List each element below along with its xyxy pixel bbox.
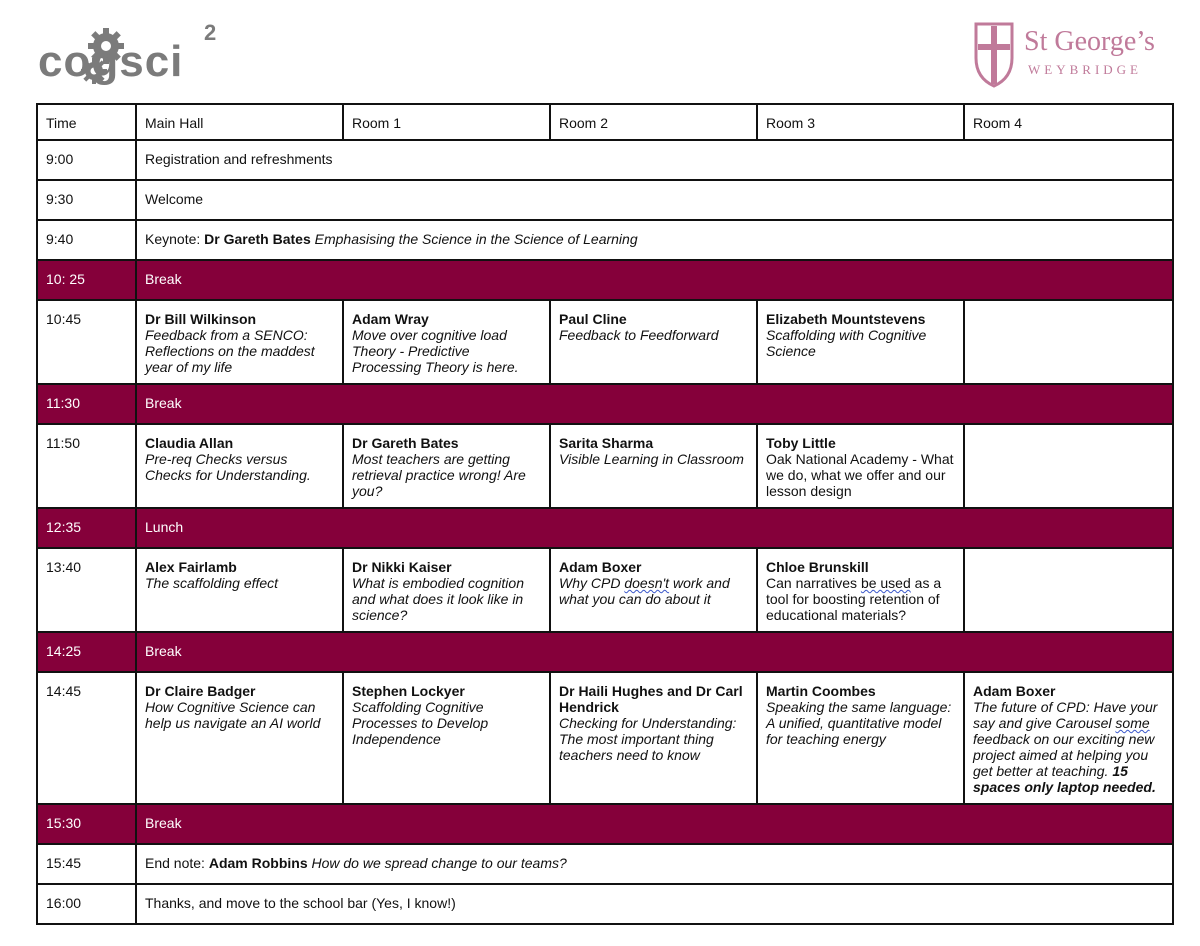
spellcheck-word: some (1115, 715, 1150, 731)
welcome-cell: Welcome (136, 180, 1173, 220)
speaker-name: Dr Nikki Kaiser (352, 559, 452, 575)
speaker-name: Adam Wray (352, 311, 429, 327)
session-title: Oak National Academy - What we do, what we offer and our lesson design (766, 451, 954, 499)
session-cell-room-3 (757, 300, 964, 384)
session-cell-room-4-empty (964, 548, 1173, 632)
session-title: Move over cognitive load Theory - Predictive Processing Theory is here. (352, 327, 519, 375)
session-title-part: Why CPD (559, 575, 625, 591)
session-title: Visible Learning in Classroom (559, 451, 744, 467)
registration-cell: Registration and refreshments (136, 140, 1173, 180)
time-cell: 16:00 (37, 884, 136, 924)
session-cell-main-hall (136, 424, 343, 508)
speaker-name: Dr Bill Wilkinson (145, 311, 257, 327)
cogsci-logo-superscript: 2 (204, 20, 217, 45)
break-label: Break (136, 384, 1173, 424)
session-title-part: The future of CPD: Have your say and give Carousel (973, 699, 1158, 731)
session-title: Checking for Understanding: The most important thing teachers need to know (559, 715, 737, 763)
schedule-row-1600 (37, 884, 1173, 924)
session-cell-room-1 (343, 548, 550, 632)
schedule-row-0900 (37, 140, 1173, 180)
schedule-row-1340 (37, 548, 1173, 632)
schedule-row-1545 (37, 844, 1173, 884)
time-cell: 11:30 (37, 384, 136, 424)
keynote-prefix: Keynote: (145, 231, 205, 247)
column-header-room-3: Room 3 (757, 104, 964, 140)
session-cell-room-1 (343, 672, 550, 804)
session-title (559, 575, 748, 607)
column-header-main-hall: Main Hall (136, 104, 343, 140)
lunch-row-1235 (37, 508, 1173, 548)
st-georges-title: St George’s (1024, 26, 1155, 57)
speaker-name: Alex Fairlamb (145, 559, 237, 575)
speaker-name: Claudia Allan (145, 435, 234, 451)
session-title-part: Can narratives (766, 575, 861, 591)
column-header-room-1: Room 1 (343, 104, 550, 140)
keynote-cell (136, 220, 1173, 260)
schedule-row-1150 (37, 424, 1173, 508)
speaker-name: Chloe Brunskill (766, 559, 869, 575)
speaker-name: Dr Claire Badger (145, 683, 256, 699)
session-cell-room-3 (757, 548, 964, 632)
speaker-name: Martin Coombes (766, 683, 876, 699)
session-cell-room-3 (757, 672, 964, 804)
break-label: Break (136, 260, 1173, 300)
schedule-row-1045 (37, 300, 1173, 384)
speaker-name: Toby Little (766, 435, 836, 451)
session-capacity-note: 15 spaces only laptop needed. (973, 763, 1156, 795)
break-row-1025 (37, 260, 1173, 300)
session-title: Most teachers are getting retrieval practice wrong! Are you? (352, 451, 526, 499)
lunch-label: Lunch (136, 508, 1173, 548)
time-cell: 10: 25 (37, 260, 136, 300)
shield-cross-icon (976, 24, 1012, 86)
session-cell-room-1 (343, 300, 550, 384)
closing-cell: Thanks, and move to the school bar (Yes, I know!) (136, 884, 1173, 924)
time-cell: 14:25 (37, 632, 136, 672)
end-note-title: How do we spread change to our teams? (311, 855, 567, 871)
schedule-row-0930 (37, 180, 1173, 220)
time-cell: 15:30 (37, 804, 136, 844)
session-cell-room-2 (550, 548, 757, 632)
session-title: How Cognitive Science can help us navigate an AI world (145, 699, 321, 731)
break-label: Break (136, 632, 1173, 672)
speaker-name: Dr Gareth Bates (352, 435, 459, 451)
session-cell-room-2 (550, 300, 757, 384)
session-title: Pre-req Checks versus Checks for Understanding. (145, 451, 311, 483)
end-note-speaker: Adam Robbins (208, 855, 308, 871)
st-georges-logo (970, 18, 1160, 90)
schedule-row-0940 (37, 220, 1173, 260)
session-title-part: work and what you can do about it (559, 575, 730, 607)
session-title: Scaffolding Cognitive Processes to Develop Independence (352, 699, 489, 747)
end-note-cell (136, 844, 1173, 884)
session-cell-main-hall (136, 548, 343, 632)
st-georges-subtitle: WEYBRIDGE (1028, 62, 1142, 77)
session-cell-room-4-empty (964, 424, 1173, 508)
end-note-prefix: End note: (145, 855, 209, 871)
break-row-1530 (37, 804, 1173, 844)
time-cell: 10:45 (37, 300, 136, 384)
session-title (766, 575, 955, 623)
column-header-room-4: Room 4 (964, 104, 1173, 140)
spellcheck-word: be used (860, 575, 911, 591)
time-cell: 9:30 (37, 180, 136, 220)
time-cell: 14:45 (37, 672, 136, 804)
column-header-room-2: Room 2 (550, 104, 757, 140)
session-cell-room-4 (964, 672, 1173, 804)
session-cell-room-2 (550, 672, 757, 804)
speaker-name: Adam Boxer (559, 559, 642, 575)
time-cell: 15:45 (37, 844, 136, 884)
session-cell-main-hall (136, 672, 343, 804)
schedule-row-1445 (37, 672, 1173, 804)
session-cell-main-hall (136, 300, 343, 384)
session-title (973, 699, 1164, 795)
session-cell-room-2 (550, 424, 757, 508)
keynote-title: Emphasising the Science in the Science of Learning (314, 231, 638, 247)
speaker-name: Elizabeth Mountstevens (766, 311, 926, 327)
keynote-speaker: Dr Gareth Bates (204, 231, 311, 247)
session-title: Scaffolding with Cognitive Science (766, 327, 927, 359)
break-row-1130 (37, 384, 1173, 424)
time-cell: 13:40 (37, 548, 136, 632)
conference-schedule-table (36, 103, 1174, 925)
session-title: The scaffolding effect (145, 575, 279, 591)
session-cell-room-4-empty (964, 300, 1173, 384)
speaker-name: Dr Haili Hughes and Dr Carl Hendrick (559, 683, 743, 715)
break-row-1425 (37, 632, 1173, 672)
session-title: Speaking the same language: A unified, quantitative model for teaching energy (766, 699, 952, 747)
spellcheck-word: doesn't (624, 575, 670, 591)
time-cell: 9:40 (37, 220, 136, 260)
header-row (37, 104, 1173, 140)
session-cell-room-1 (343, 424, 550, 508)
speaker-name: Sarita Sharma (559, 435, 654, 451)
column-header-time: Time (37, 104, 136, 140)
session-title: What is embodied cognition and what does it look like in science? (352, 575, 524, 623)
session-cell-room-3 (757, 424, 964, 508)
speaker-name: Paul Cline (559, 311, 627, 327)
time-cell: 12:35 (37, 508, 136, 548)
session-title-part: feedback on our exciting new project aimed at helping you get better at teaching. (973, 731, 1155, 779)
speaker-name: Stephen Lockyer (352, 683, 465, 699)
session-title-part: as a tool for boosting retention of educational materials? (766, 575, 942, 623)
cogsci-logo-text: cogsci (38, 37, 184, 86)
session-title: Feedback from a SENCO: Reflections on the maddest year of my life (145, 327, 315, 375)
session-title: Feedback to Feedforward (559, 327, 719, 343)
cogsci-logo (36, 16, 236, 92)
time-cell: 9:00 (37, 140, 136, 180)
speaker-name: Adam Boxer (973, 683, 1056, 699)
time-cell: 11:50 (37, 424, 136, 508)
break-label: Break (136, 804, 1173, 844)
